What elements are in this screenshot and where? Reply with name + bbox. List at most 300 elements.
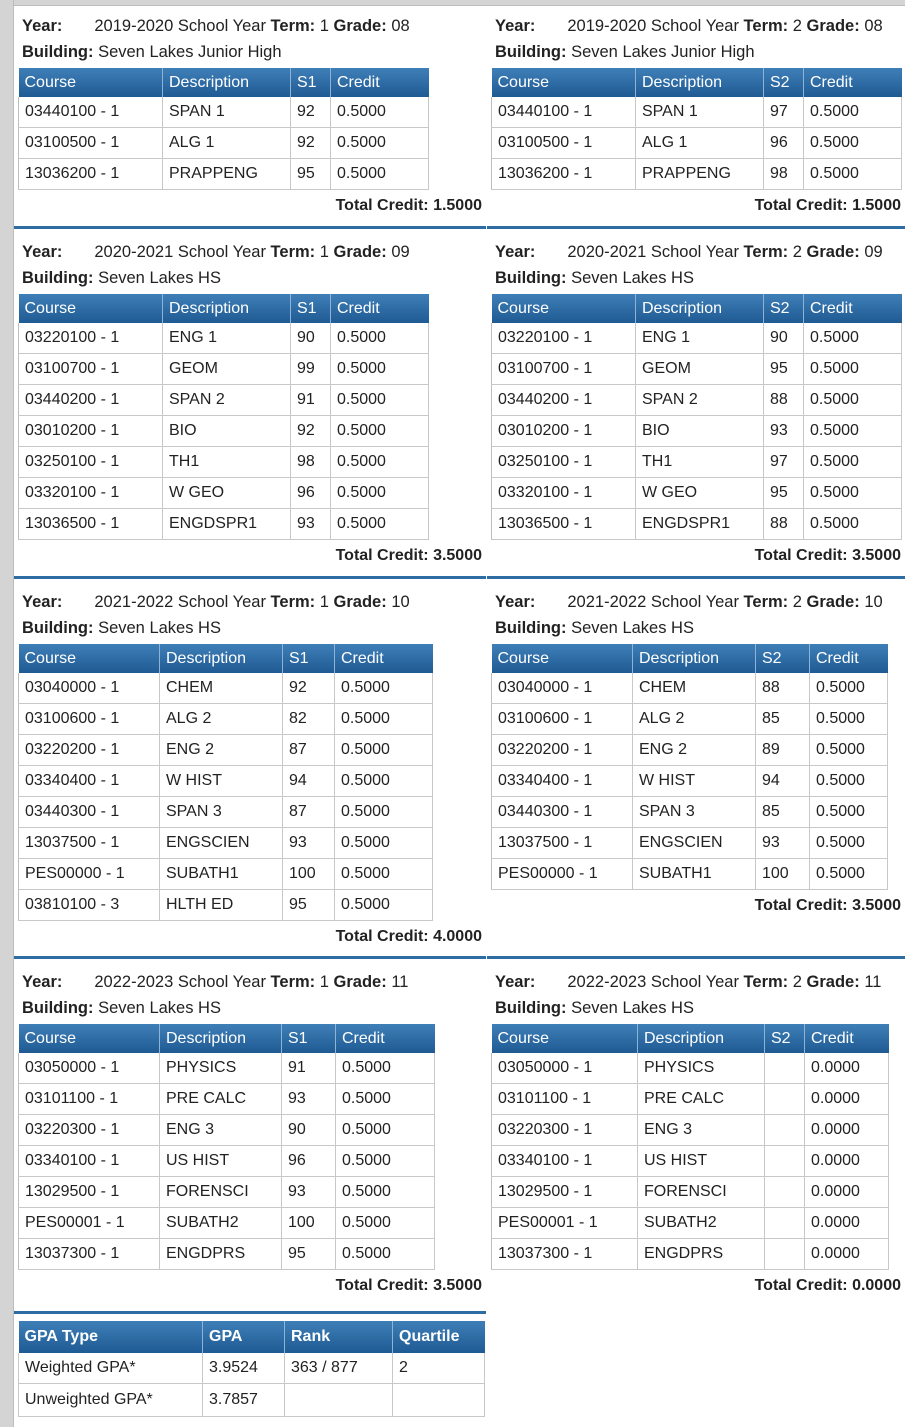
building-line	[495, 266, 905, 290]
course-code: 13037300 - 1	[19, 1239, 160, 1270]
course-description: ALG 2	[160, 704, 283, 735]
semester-grade: 91	[282, 1053, 336, 1084]
gpa-row-weighted	[19, 1353, 485, 1384]
course-description: W GEO	[636, 478, 764, 509]
table-header-row	[492, 644, 888, 673]
course-code: 03100600 - 1	[19, 704, 160, 735]
school-year: 2021-2022 School Year	[567, 593, 739, 611]
course-code: 03100500 - 1	[19, 128, 163, 159]
column-header: S2	[764, 294, 804, 323]
credit-value: 0.5000	[335, 673, 433, 704]
table-row	[19, 890, 433, 921]
semester-grade: 82	[283, 704, 335, 735]
semester-grade: 95	[764, 478, 804, 509]
course-code: 13036500 - 1	[19, 509, 163, 540]
semester-grade: 85	[756, 797, 810, 828]
year-label: Year:	[495, 593, 536, 611]
term-number: 1	[319, 243, 329, 261]
table-row	[19, 159, 429, 190]
section-divider	[487, 956, 905, 959]
credit-value: 0.5000	[804, 354, 902, 385]
building-name: Seven Lakes HS	[98, 999, 221, 1017]
section-divider	[14, 1311, 486, 1314]
column-header: Credit	[331, 294, 429, 323]
section-divider	[14, 956, 486, 959]
term-number: 1	[319, 17, 329, 35]
school-year: 2021-2022 School Year	[94, 593, 266, 611]
term-number: 1	[319, 973, 329, 991]
gpa-rank	[285, 1384, 393, 1417]
course-description: ALG 2	[633, 704, 756, 735]
building-line	[495, 40, 905, 64]
gpa-value: 3.7857	[203, 1384, 285, 1417]
grade-level: 11	[864, 973, 882, 991]
left-edge	[0, 0, 14, 1427]
credit-value: 0.0000	[805, 1053, 889, 1084]
column-header: Course	[492, 644, 633, 673]
gpa-col-header: Quartile	[393, 1321, 485, 1353]
total-credit-label: Total Credit:	[754, 897, 848, 914]
building-line	[495, 616, 905, 640]
building-line	[22, 40, 486, 64]
term-panel	[487, 226, 905, 583]
semester-grade: 95	[282, 1239, 336, 1270]
building-name: Seven Lakes Junior High	[571, 43, 755, 61]
table-row	[492, 1239, 889, 1270]
credit-value: 0.5000	[336, 1239, 435, 1270]
credit-value: 0.5000	[331, 509, 429, 540]
course-description: ENGDPRS	[160, 1239, 282, 1270]
course-code: 03220100 - 1	[19, 323, 163, 354]
column-header: Course	[492, 294, 636, 323]
semester-grade: 94	[756, 766, 810, 797]
grades-table	[491, 68, 902, 190]
course-description: PRAPPENG	[636, 159, 764, 190]
table-row	[19, 797, 433, 828]
course-description: SUBATH2	[638, 1208, 765, 1239]
course-code: 03100700 - 1	[492, 354, 636, 385]
grade-level: 10	[864, 593, 883, 611]
column-header: Credit	[810, 644, 888, 673]
total-credit	[755, 544, 901, 568]
table-row	[19, 828, 433, 859]
course-description: GEOM	[163, 354, 291, 385]
column-header: Course	[19, 294, 163, 323]
gpa-rank: 363 / 877	[285, 1353, 393, 1384]
semester-grade: 93	[764, 416, 804, 447]
semester-grade	[765, 1146, 805, 1177]
course-description: PRAPPENG	[163, 159, 291, 190]
total-credit-label: Total Credit:	[754, 1277, 848, 1294]
course-code: 03440200 - 1	[19, 385, 163, 416]
semester-grade: 95	[283, 890, 335, 921]
course-description: ENGDPRS	[638, 1239, 765, 1270]
total-credit	[755, 894, 901, 918]
credit-value: 0.5000	[804, 416, 902, 447]
building-name: Seven Lakes HS	[571, 619, 694, 637]
building-label: Building:	[495, 619, 567, 637]
table-row	[19, 1177, 435, 1208]
credit-value: 0.5000	[336, 1053, 435, 1084]
semester-grade: 93	[283, 828, 335, 859]
course-description: FORENSCI	[638, 1177, 765, 1208]
course-code: 03440300 - 1	[492, 797, 633, 828]
table-row	[19, 766, 433, 797]
building-name: Seven Lakes HS	[98, 269, 221, 287]
table-row	[19, 859, 433, 890]
column-header: Credit	[331, 68, 429, 97]
gpa-value: 3.9524	[203, 1353, 285, 1384]
course-description: PRE CALC	[160, 1084, 282, 1115]
term-panel	[487, 0, 905, 233]
credit-value: 0.5000	[804, 323, 902, 354]
course-code: 03220200 - 1	[19, 735, 160, 766]
semester-grade: 88	[764, 385, 804, 416]
credit-value: 0.5000	[804, 385, 902, 416]
semester-grade	[765, 1053, 805, 1084]
course-description: BIO	[163, 416, 291, 447]
building-label: Building:	[495, 43, 567, 61]
column-header: Description	[163, 294, 291, 323]
course-description: ENG 3	[638, 1115, 765, 1146]
course-description: TH1	[636, 447, 764, 478]
column-header: Description	[160, 1024, 282, 1053]
table-header-row	[19, 68, 429, 97]
course-code: 03050000 - 1	[492, 1053, 638, 1084]
credit-value: 0.5000	[804, 159, 902, 190]
table-row	[492, 385, 902, 416]
grades-table	[491, 1024, 889, 1270]
semester-grade: 88	[764, 509, 804, 540]
column-header: Credit	[804, 294, 902, 323]
column-header: Credit	[804, 68, 902, 97]
credit-value: 0.5000	[331, 159, 429, 190]
column-header: Course	[492, 1024, 638, 1053]
semester-grade: 95	[291, 159, 331, 190]
course-code: 03010200 - 1	[19, 416, 163, 447]
term-header	[495, 14, 905, 38]
course-code: 03320100 - 1	[492, 478, 636, 509]
course-description: ENG 2	[160, 735, 283, 766]
course-description: PHYSICS	[638, 1053, 765, 1084]
table-row	[19, 1239, 435, 1270]
table-row	[492, 1115, 889, 1146]
credit-value: 0.5000	[804, 509, 902, 540]
table-row	[492, 1208, 889, 1239]
course-description: ENG 3	[160, 1115, 282, 1146]
course-code: 03040000 - 1	[19, 673, 160, 704]
credit-value: 0.5000	[810, 673, 888, 704]
grade-label: Grade:	[333, 593, 387, 611]
section-divider	[14, 576, 486, 579]
table-row	[492, 673, 888, 704]
grades-table	[491, 644, 888, 890]
semester-grade: 98	[291, 447, 331, 478]
course-description: SPAN 1	[163, 97, 291, 128]
term-label: Term:	[270, 593, 316, 611]
credit-value: 0.5000	[810, 859, 888, 890]
grades-table	[18, 294, 429, 540]
course-code: 03440300 - 1	[19, 797, 160, 828]
table-header-row	[19, 1024, 435, 1053]
semester-grade	[765, 1115, 805, 1146]
total-credit	[336, 925, 482, 949]
semester-grade: 93	[282, 1177, 336, 1208]
total-credit-label: Total Credit:	[754, 197, 848, 214]
column-header: S1	[291, 294, 331, 323]
school-year: 2019-2020 School Year	[567, 17, 739, 35]
course-description: TH1	[163, 447, 291, 478]
column-header: Credit	[336, 1024, 435, 1053]
course-description: CHEM	[160, 673, 283, 704]
course-code: 03010200 - 1	[492, 416, 636, 447]
credit-value: 0.5000	[336, 1084, 435, 1115]
credit-value: 0.5000	[335, 828, 433, 859]
table-row	[492, 128, 902, 159]
course-description: ENG 1	[163, 323, 291, 354]
course-code: 03100500 - 1	[492, 128, 636, 159]
course-code: 03101100 - 1	[492, 1084, 638, 1115]
school-year: 2020-2021 School Year	[567, 243, 739, 261]
credit-value: 0.0000	[805, 1115, 889, 1146]
grade-level: 08	[391, 17, 410, 35]
credit-value: 0.5000	[810, 828, 888, 859]
term-header	[495, 240, 905, 264]
term-header	[22, 590, 486, 614]
table-row	[492, 478, 902, 509]
credit-value: 0.5000	[335, 797, 433, 828]
table-row	[19, 1084, 435, 1115]
semester-grade: 93	[756, 828, 810, 859]
gpa-row-unweighted	[19, 1384, 485, 1417]
course-code: 03100700 - 1	[19, 354, 163, 385]
grade-label: Grade:	[333, 243, 387, 261]
grade-level: 11	[391, 973, 409, 991]
building-name: Seven Lakes Junior High	[98, 43, 282, 61]
course-code: 03220300 - 1	[19, 1115, 160, 1146]
course-description: SPAN 1	[636, 97, 764, 128]
course-code: 03040000 - 1	[492, 673, 633, 704]
column-header: S1	[282, 1024, 336, 1053]
course-description: ENGDSPR1	[636, 509, 764, 540]
table-row	[19, 447, 429, 478]
course-description: W HIST	[160, 766, 283, 797]
table-row	[492, 1146, 889, 1177]
gpa-quartile	[393, 1384, 485, 1417]
credit-value: 0.5000	[335, 859, 433, 890]
credit-value: 0.0000	[805, 1177, 889, 1208]
table-row	[19, 1146, 435, 1177]
column-header: Credit	[805, 1024, 889, 1053]
table-row	[492, 354, 902, 385]
course-code: 13029500 - 1	[19, 1177, 160, 1208]
table-row	[19, 704, 433, 735]
gpa-section	[14, 1311, 486, 1427]
course-description: SPAN 2	[163, 385, 291, 416]
course-description: SUBATH2	[160, 1208, 282, 1239]
grade-label: Grade:	[806, 17, 860, 35]
building-label: Building:	[495, 269, 567, 287]
credit-value: 0.5000	[331, 416, 429, 447]
semester-grade: 92	[283, 673, 335, 704]
table-row	[19, 354, 429, 385]
credit-value: 0.5000	[810, 704, 888, 735]
column-header: S1	[291, 68, 331, 97]
column-header: S1	[283, 644, 335, 673]
credit-value: 0.5000	[804, 447, 902, 478]
course-description: HLTH ED	[160, 890, 283, 921]
semester-grade: 89	[756, 735, 810, 766]
term-label: Term:	[743, 973, 789, 991]
semester-grade: 97	[764, 97, 804, 128]
total-credit-label: Total Credit:	[335, 547, 429, 564]
course-code: 03101100 - 1	[19, 1084, 160, 1115]
term-panel	[487, 576, 905, 933]
course-description: ENGSCIEN	[160, 828, 283, 859]
table-row	[492, 859, 888, 890]
grades-table	[18, 1024, 435, 1270]
grade-level: 09	[391, 243, 410, 261]
semester-grade	[765, 1177, 805, 1208]
credit-value: 0.5000	[336, 1208, 435, 1239]
total-credit	[755, 1274, 901, 1298]
term-panel	[14, 0, 486, 233]
course-code: 03440200 - 1	[492, 385, 636, 416]
term-panel	[14, 576, 486, 964]
semester-grade	[765, 1239, 805, 1270]
building-name: Seven Lakes HS	[571, 999, 694, 1017]
semester-grade: 85	[756, 704, 810, 735]
term-label: Term:	[270, 17, 316, 35]
course-code: 03440100 - 1	[492, 97, 636, 128]
table-row	[492, 509, 902, 540]
table-row	[19, 509, 429, 540]
term-label: Term:	[743, 243, 789, 261]
grade-level: 10	[391, 593, 410, 611]
semester-grade: 93	[291, 509, 331, 540]
semester-grade: 92	[291, 97, 331, 128]
table-row	[492, 323, 902, 354]
gpa-quartile: 2	[393, 1353, 485, 1384]
column-header: Description	[163, 68, 291, 97]
total-credit-value: 1.5000	[433, 197, 482, 214]
total-credit-value: 0.0000	[852, 1277, 901, 1294]
credit-value: 0.5000	[331, 97, 429, 128]
total-credit-label: Total Credit:	[335, 197, 429, 214]
course-description: SUBATH1	[633, 859, 756, 890]
table-row	[19, 323, 429, 354]
table-row	[492, 1177, 889, 1208]
gpa-col-header: GPA Type	[19, 1321, 203, 1353]
year-label: Year:	[22, 973, 63, 991]
table-row	[492, 1053, 889, 1084]
total-credit-label: Total Credit:	[335, 1277, 429, 1294]
term-number: 2	[792, 17, 802, 35]
term-label: Term:	[743, 17, 789, 35]
course-code: 03340400 - 1	[19, 766, 160, 797]
semester-grade: 100	[756, 859, 810, 890]
column-header: Credit	[335, 644, 433, 673]
course-description: SUBATH1	[160, 859, 283, 890]
credit-value: 0.5000	[335, 890, 433, 921]
credit-value: 0.5000	[335, 704, 433, 735]
course-code: 03220300 - 1	[492, 1115, 638, 1146]
semester-grade: 90	[291, 323, 331, 354]
grade-label: Grade:	[333, 17, 387, 35]
table-row	[492, 416, 902, 447]
building-line	[22, 996, 486, 1020]
total-credit	[755, 194, 901, 218]
semester-grade: 91	[291, 385, 331, 416]
credit-value: 0.5000	[335, 766, 433, 797]
credit-value: 0.5000	[331, 447, 429, 478]
table-row	[19, 128, 429, 159]
course-description: ENGDSPR1	[163, 509, 291, 540]
semester-grade: 92	[291, 416, 331, 447]
course-code: 03340400 - 1	[492, 766, 633, 797]
grade-label: Grade:	[333, 973, 387, 991]
total-credit-label: Total Credit:	[754, 547, 848, 564]
term-label: Term:	[270, 243, 316, 261]
credit-value: 0.5000	[335, 735, 433, 766]
building-label: Building:	[22, 619, 94, 637]
course-description: ENG 2	[633, 735, 756, 766]
semester-grade: 96	[282, 1146, 336, 1177]
table-row	[492, 735, 888, 766]
column-header: Description	[636, 68, 764, 97]
total-credit-value: 1.5000	[852, 197, 901, 214]
year-label: Year:	[495, 243, 536, 261]
semester-grade: 98	[764, 159, 804, 190]
term-panel	[14, 956, 486, 1313]
credit-value: 0.0000	[805, 1208, 889, 1239]
section-divider	[14, 226, 486, 229]
course-code: 03340100 - 1	[492, 1146, 638, 1177]
course-code: PES00000 - 1	[492, 859, 633, 890]
year-label: Year:	[22, 593, 63, 611]
term-header	[495, 590, 905, 614]
table-row	[19, 1053, 435, 1084]
table-header-row	[492, 294, 902, 323]
table-row	[19, 416, 429, 447]
grade-label: Grade:	[806, 973, 860, 991]
year-label: Year:	[495, 17, 536, 35]
table-row	[19, 1115, 435, 1146]
table-row	[19, 478, 429, 509]
column-header: Description	[636, 294, 764, 323]
term-header	[22, 14, 486, 38]
column-header: Course	[19, 1024, 160, 1053]
semester-grade: 87	[283, 735, 335, 766]
course-code: 13029500 - 1	[492, 1177, 638, 1208]
course-code: 03220100 - 1	[492, 323, 636, 354]
semester-grade: 96	[764, 128, 804, 159]
semester-grade: 90	[764, 323, 804, 354]
total-credit	[336, 544, 482, 568]
semester-grade	[765, 1208, 805, 1239]
table-row	[492, 159, 902, 190]
course-description: SPAN 3	[160, 797, 283, 828]
building-line	[22, 616, 486, 640]
total-credit-value: 3.5000	[852, 897, 901, 914]
total-credit-label: Total Credit:	[335, 928, 429, 945]
course-description: US HIST	[160, 1146, 282, 1177]
credit-value: 0.5000	[331, 478, 429, 509]
term-header	[22, 970, 486, 994]
course-description: W GEO	[163, 478, 291, 509]
course-description: GEOM	[636, 354, 764, 385]
course-code: 13036500 - 1	[492, 509, 636, 540]
